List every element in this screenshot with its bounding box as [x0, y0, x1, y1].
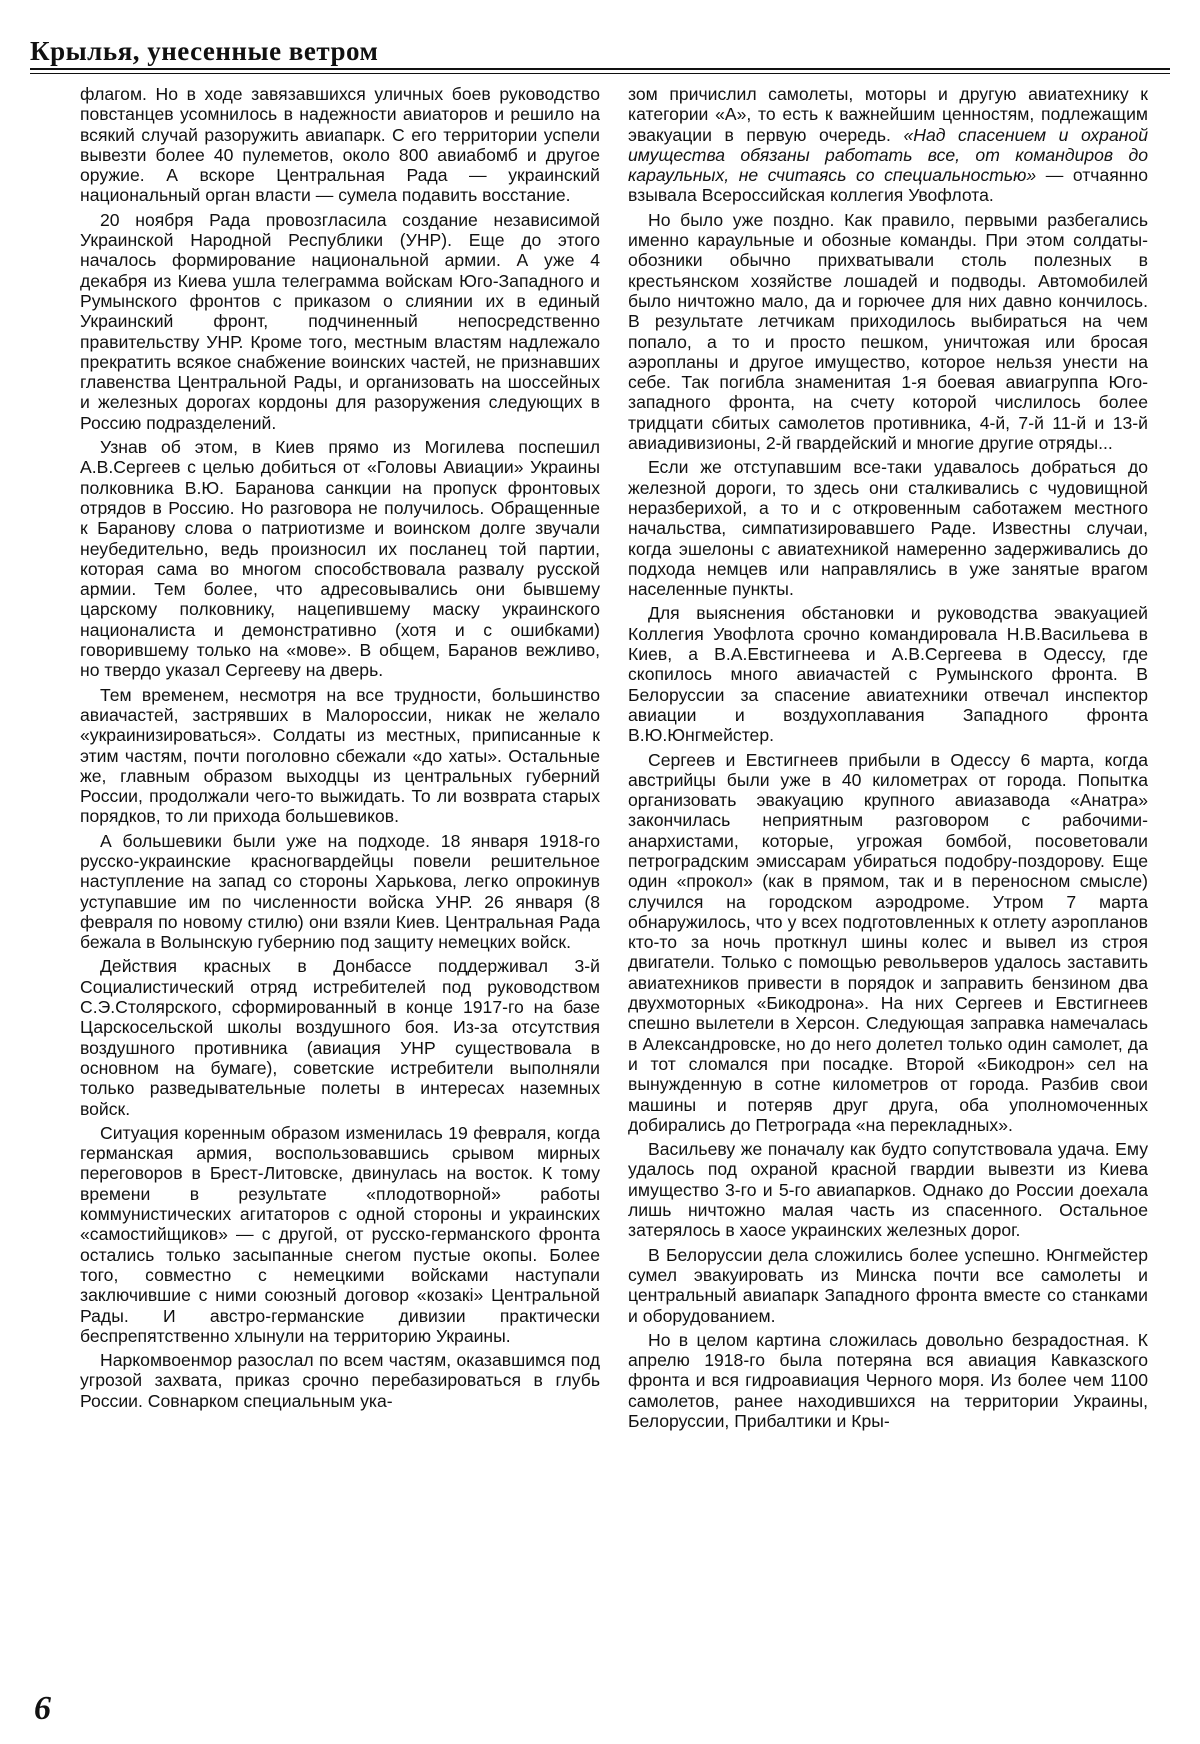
paragraph: В Белоруссии дела сложились более успешно. Юнгмейстер сумел эвакуировать из Минска почти все самолеты и центральный авиапарк Западного фронта вместе со станками и оборудованием.: [628, 1244, 1148, 1326]
paragraph: Если же отступавшим все-таки удавалось добраться до железной дороги, то здесь они сталкивались с чудовищной неразберихой, а то и с откровенным саботажем местного начальства, симпатизировавшего Раде. Известны случаи, когда эшелоны с авиатехникой намеренно задерживались до подхода немцев или направлялись в уже занятые врагом населенные пункты.: [628, 457, 1148, 600]
paragraph: А большевики были уже на подходе. 18 января 1918-го русско-украинские красногвардейцы повели решительное наступление на запад со стороны Харькова, легко опрокинув уступавшие им по численности войска УНР. 26 января (8 февраля по новому стилю) они взяли Киев. Центральная Рада бежала в Волынскую губернию под защиту немецких войск.: [80, 830, 600, 953]
italic-quote: «Над спасением и охраной имущества обязаны работать все, от командиров до караульных, не считаясь со специальностью»: [628, 124, 1148, 186]
paragraph-text: — отчаянно взывала Всероссийская коллегия Увофлота.: [628, 165, 1148, 206]
paragraph: 20 ноября Рада провозгласила создание независимой Украинской Народной Республики (УНР). Еще до этого началось формирование национальной армии. А уже 4 декабря из Киева ушла телеграмма войскам Юго-Западного и Румынского фронтов с приказом о слиянии их в единый Украинский фронт, подчиненный непосредственно правительству УНР. Кроме того, местным властям надлежало прекратить всякое снабжение воинских частей, не признавших главенства Центральной Рады, и организовать на шоссейных и железных дорогах кордоны для разоружения следующих в Россию подразделений.: [80, 209, 600, 433]
paragraph: флагом. Но в ходе завязавшихся уличных боев руководство повстанцев усомнилось в надежности авиаторов и решило на всякий случай разоружить авиапарк. С его территории успели вывезти более 40 пулеметов, около 800 авиабомб и другое оружие. А вскоре Центральная Рада — украинский национальный орган власти — сумела подавить восстание.: [80, 84, 600, 206]
paragraph: Действия красных в Донбассе поддерживал 3-й Социалистический отряд истребителей под руководством С.Э.Столярского, сформированный в конце 1917-го на базе Царскосельской школы воздушного боя. Из-за отсутствия воздушного противника (авиация УНР существовала в основном на бумаге), советские истребители выполняли только разведывательные полеты в интересах наземных войск.: [80, 956, 600, 1119]
paragraph-text: зом причислил самолеты, моторы и другую авиатехнику к категории «А», то есть к важнейшим ценностям, подлежащим эвакуации в первую очередь.: [628, 84, 1148, 145]
paragraph: [628, 84, 1148, 206]
paragraph: Наркомвоенмор разослал по всем частям, оказавшимся под угрозой захвата, приказ срочно перебазироваться в глубь России. Совнарком специальным ука-: [80, 1350, 600, 1411]
paragraph: Узнав об этом, в Киев прямо из Могилева поспешил А.В.Сергеев с целью добиться от «Головы Авиации» Украины полковника В.Ю. Баранова санкции на пропуск фронтовых отрядов в Россию. Но разговора не получилось. Обращенные к Баранову слова о патриотизме и воинском долге звучали неубедительно, ведь произносил их посланец той партии, которая сама во многом способствовала развалу русской армии. Тем более, что адресовывались они бывшему царскому полковнику, нацепившему маску украинского националиста и демонстративно (хотя и с ошибками) говорившему только на «мове». В общем, Баранов вежливо, но твердо указал Сергееву на дверь.: [80, 437, 600, 681]
paragraph: Тем временем, несмотря на все трудности, большинство авиачастей, застрявших в Малороссии, никак не желало «украинизироваться». Солдаты из местных, приписанные к этим частям, почти поголовно сбежали «до хаты». Остальные же, главным образом выходцы из центральных губерний России, продолжали чего-то выжидать. То ли возврата старых порядков, то ли прихода большевиков.: [80, 684, 600, 827]
page-header-title: Крылья, унесенные ветром: [30, 36, 379, 66]
paragraph: Для выяснения обстановки и руководства эвакуацией Коллегия Увофлота срочно командировала Н.В.Васильева в Киев, а В.А.Евстигнеева и А.В.Сергеева в Одессу, где скопилось много авиачастей с Румынского фронта. В Белоруссии за спасение авиатехники отвечал инспектор авиации и воздухоплавания Западного фронта В.Ю.Юнгмейстер.: [628, 603, 1148, 746]
paragraph: Но было уже поздно. Как правило, первыми разбегались именно караульные и обозные команды. При этом солдаты-обозники обычно прихватывали столь полезных в крестьянском хозяйстве лошадей и подводы. Автомобилей было ничтожно мало, да и горючее для них давно кончилось. В результате летчикам приходилось выбираться на чем попало, а то и просто пешком, уничтожая или бросая аэропланы и другое имущество, которое нельзя унести на себе. Так погибла знаменитая 1-я боевая авиагруппа Юго-западного фронта, на счету которой числилось более тридцати сбитых самолетов противника, 4-й, 7-й 11-й и 13-й авиадивизионы, 2-й гвардейский и многие другие отряды...: [628, 209, 1148, 454]
paragraph: Но в целом картина сложилась довольно безрадостная. К апрелю 1918-го была потеряна вся авиация Кавказского фронта и вся гидроавиация Черного моря. Из более чем 1100 самолетов, ранее находившихся на территории Украины, Белоруссии, Прибалтики и Кры-: [628, 1329, 1148, 1431]
paragraph: Ситуация коренным образом изменилась 19 февраля, когда германская армия, воспользовавшись срывом мирных переговоров в Брест-Литовске, двинулась на восток. К тому времени в результате «плодотворной» работы коммунистических агитаторов с одной стороны и украинских «самостийщиков» — с другой, от русско-германского фронта остались только засыпанные снегом пустые окопы. Более того, совместно с немецкими войсками наступали заключившие с ними союзный договор «козакі» Центральной Рады. И австро-германские дивизии практически беспрепятственно хлынули на территорию Украины.: [80, 1122, 600, 1346]
header-rule-thin: [30, 73, 1170, 74]
right-text-column: [628, 84, 1148, 1694]
header-rule: [30, 68, 1170, 70]
left-text-column: [80, 84, 600, 1694]
paragraph: Васильеву же поначалу как будто сопутствовала удача. Ему удалось под охраной красной гвардии вывезти из Киева имущество 3-го и 5-го авиапарков. Однако до России доехала лишь ничтожно малая часть из спасенного. Остальное затерялось в хаосе украинских железных дорог.: [628, 1139, 1148, 1241]
page-number: 6: [34, 1690, 51, 1727]
paragraph: Сергеев и Евстигнеев прибыли в Одессу 6 марта, когда австрийцы были уже в 40 километрах от города. Попытка организовать эвакуацию крупного авиазавода «Анатра» закончилась неприятным разговором с рабочими-анархистами, которые, угрожая бомбой, посоветовали петроградским эмиссарам убираться подобру-поздорову. Еще один «прокол» (как в прямом, так и в переносном смысле) случился на городском аэродроме. Утром 7 марта обнаружилось, что у всех подготовленных к отлету аэропланов кто-то за ночь проткнул шины колес и вывел из строя двигатели. Только с помощью револьверов удалось заставить авиатехников привести в порядок и заправить бензином два двухмоторных «Бикодрона». На них Сергеев и Евстигнеев спешно вылетели в Херсон. Следующая заправка намечалась в Александровске, но до него долетел только один самолет, да и тот сломался при посадке. Второй «Бикодрон» сел на вынужденную в сотне километров от города. Разбив свои машины и потеряв друг друга, оба уполномоченных добирались до Петрограда «на перекладных».: [628, 749, 1148, 1135]
